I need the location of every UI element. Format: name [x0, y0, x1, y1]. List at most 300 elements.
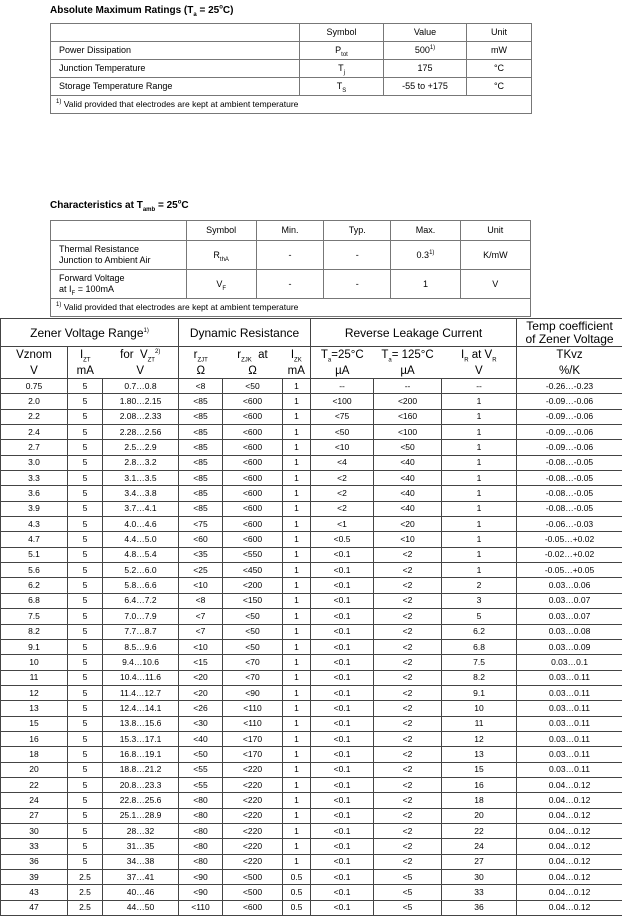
cell-izk: 1 [283, 793, 311, 808]
cell-vznom: 6.2 [1, 578, 68, 593]
cell-rzjk: <600 [223, 532, 283, 547]
cell-ir-25c: <0.1 [311, 747, 374, 762]
cell-ir-25c: <0.1 [311, 793, 374, 808]
cell-ir-125c: <20 [374, 517, 442, 532]
cell-izt: 5 [68, 777, 103, 792]
cell-tkvz: 0.04…0.12 [517, 808, 622, 823]
table-row: Thermal Resistance Junction to Ambient Air $R_{thA}$ - - 0.3$^{1)}$ K/mW [51, 241, 531, 270]
cell-ir-25c: <100 [311, 394, 374, 409]
cell-vznom: 0.75 [1, 379, 68, 394]
cell-ir-125c: <40 [374, 455, 442, 470]
abs-max-ratings-table [50, 23, 532, 114]
cell-rzjt: <80 [179, 839, 223, 854]
cell-tkvz: 0.04…0.12 [517, 793, 622, 808]
header-dynamic-resistance: Dynamic Resistance [179, 319, 311, 347]
cell-vzt-range: 3.4…3.8 [103, 486, 179, 501]
cell-tkvz: 0.04…0.12 [517, 823, 622, 838]
cell-ir-25c: <2 [311, 501, 374, 516]
cell-izt: 5 [68, 578, 103, 593]
cell-rzjk: <70 [223, 670, 283, 685]
cell-rzjk: <600 [223, 394, 283, 409]
cell-vr: 1 [442, 563, 517, 578]
cell-vznom: 11 [1, 670, 68, 685]
cell-izk: 1 [283, 624, 311, 639]
cell-izk: 0.5 [283, 885, 311, 900]
cell-tkvz: 0.03…0.11 [517, 762, 622, 777]
table-row [1, 854, 622, 869]
cell-ir-125c: <100 [374, 425, 442, 440]
cell-rzjt: <80 [179, 793, 223, 808]
header-max: Max. [391, 221, 460, 241]
cell-ir-125c: <2 [374, 624, 442, 639]
cell-vzt-range: 22.8…25.6 [103, 793, 179, 808]
cell-vr: 36 [442, 900, 517, 915]
cell-vznom: 3.3 [1, 471, 68, 486]
cell-rzjk: <600 [223, 409, 283, 424]
cell-rzjt: <30 [179, 716, 223, 731]
cell-izk: 1 [283, 762, 311, 777]
cell-ir-25c: <0.1 [311, 701, 374, 716]
cell-izk: 1 [283, 409, 311, 424]
cell-tkvz: -0.09…-0.06 [517, 425, 622, 440]
cell-rzjt: <90 [179, 885, 223, 900]
cell-vr: 20 [442, 808, 517, 823]
cell-tkvz: 0.03…0.06 [517, 578, 622, 593]
cell-izt: 5 [68, 639, 103, 654]
cell-rzjk: <220 [223, 777, 283, 792]
cell-vr: 1 [442, 547, 517, 562]
cell-vr: 9.1 [442, 685, 517, 700]
table-row [1, 762, 622, 777]
cell-izt: 5 [68, 501, 103, 516]
cell-ir-125c: <2 [374, 547, 442, 562]
cell-vznom: 39 [1, 870, 68, 885]
cell-ir-125c: <10 [374, 532, 442, 547]
cell-ir-25c: <0.1 [311, 777, 374, 792]
cell-vr: 1 [442, 394, 517, 409]
cell-vr: 1 [442, 409, 517, 424]
cell-rzjt: <85 [179, 471, 223, 486]
table-row [1, 624, 622, 639]
cell-rzjt: <20 [179, 685, 223, 700]
cell-vzt-range: 9.4…10.6 [103, 655, 179, 670]
header-symbol: Symbol [186, 221, 256, 241]
table-row [1, 501, 622, 516]
cell-ir-125c: <2 [374, 593, 442, 608]
cell-vr: 1 [442, 517, 517, 532]
cell-vzt-range: 3.1…3.5 [103, 471, 179, 486]
cell-rzjt: <10 [179, 578, 223, 593]
cell-ir-25c: <0.1 [311, 823, 374, 838]
cell-vznom: 3.0 [1, 455, 68, 470]
cell-rzjt: <55 [179, 762, 223, 777]
cell-ir-25c: <0.1 [311, 900, 374, 915]
cell-rzjt: <8 [179, 593, 223, 608]
cell-vr: 7.5 [442, 655, 517, 670]
cell-vznom: 33 [1, 839, 68, 854]
cell-vznom: 24 [1, 793, 68, 808]
cell-vzt-range: 5.8…6.6 [103, 578, 179, 593]
cell-rzjt: <85 [179, 425, 223, 440]
cell-ir-125c: <2 [374, 808, 442, 823]
cell-vznom: 13 [1, 701, 68, 716]
cell-ir-125c: <2 [374, 578, 442, 593]
cell-izk: 1 [283, 731, 311, 746]
cell-izt: 5 [68, 731, 103, 746]
footnote: $^{1)}$ Valid provided that electrodes are kept at ambient temperature [51, 96, 532, 114]
cell-vzt-range: 4.8…5.4 [103, 547, 179, 562]
cell-izt: 5 [68, 455, 103, 470]
cell-ir-125c: <2 [374, 793, 442, 808]
cell-rzjt: <85 [179, 440, 223, 455]
cell-vzt-range: 18.8…21.2 [103, 762, 179, 777]
cell-izt: 5 [68, 609, 103, 624]
cell-ir-25c: <0.1 [311, 685, 374, 700]
table-row [1, 716, 622, 731]
cell-vr: -- [442, 379, 517, 394]
cell-vr: 8.2 [442, 670, 517, 685]
cell-izt: 5 [68, 762, 103, 777]
cell-izt: 2.5 [68, 885, 103, 900]
cell-vznom: 18 [1, 747, 68, 762]
cell-vzt-range: 2.08…2.33 [103, 409, 179, 424]
cell-ir-125c: <2 [374, 563, 442, 578]
cell-rzjk: <550 [223, 547, 283, 562]
cell-vr: 10 [442, 701, 517, 716]
cell-rzjk: <500 [223, 885, 283, 900]
cell-ir-25c: <0.1 [311, 655, 374, 670]
cell-rzjk: <450 [223, 563, 283, 578]
cell-vr: 5 [442, 609, 517, 624]
cell-vr: 6.8 [442, 639, 517, 654]
cell-rzjt: <75 [179, 517, 223, 532]
cell-tkvz: 0.03…0.11 [517, 747, 622, 762]
cell-vznom: 43 [1, 885, 68, 900]
cell-ir-125c: <2 [374, 639, 442, 654]
cell-vznom: 2.4 [1, 425, 68, 440]
cell-rzjk: <50 [223, 639, 283, 654]
cell-ir-125c: <2 [374, 747, 442, 762]
cell-vr: 13 [442, 747, 517, 762]
cell-rzjk: <220 [223, 762, 283, 777]
table-row [1, 885, 622, 900]
table-row [1, 655, 622, 670]
cell-rzjt: <85 [179, 409, 223, 424]
table-row [1, 747, 622, 762]
table-row [1, 455, 622, 470]
cell-vznom: 9.1 [1, 639, 68, 654]
cell-tkvz: 0.03…0.11 [517, 685, 622, 700]
cell-ir-25c: <0.1 [311, 870, 374, 885]
table-row [1, 379, 622, 394]
cell-vr: 27 [442, 854, 517, 869]
cell-vznom: 7.5 [1, 609, 68, 624]
cell-vzt-range: 34…38 [103, 854, 179, 869]
cell-tkvz: 0.04…0.12 [517, 854, 622, 869]
cell-vznom: 27 [1, 808, 68, 823]
cell-rzjk: <600 [223, 455, 283, 470]
cell-rzjk: <600 [223, 471, 283, 486]
cell-tkvz: -0.09…-0.06 [517, 440, 622, 455]
header-temp-coefficient: Temp coefficient of Zener Voltage [517, 319, 622, 347]
cell-ir-125c: <200 [374, 394, 442, 409]
cell-ir-125c: <2 [374, 716, 442, 731]
header-zener-voltage-range: Zener Voltage Range$^{1)}$ [1, 319, 179, 347]
cell-izt: 5 [68, 670, 103, 685]
cell-vzt-range: 13.8…15.6 [103, 716, 179, 731]
cell-rzjk: <600 [223, 486, 283, 501]
table-row [1, 517, 622, 532]
table-row: Power Dissipation $P_{tot}$ 500$^{1)}$ mW [51, 42, 532, 60]
cell-rzjt: <8 [179, 379, 223, 394]
cell-vznom: 30 [1, 823, 68, 838]
cell-izt: 5 [68, 793, 103, 808]
cell-izt: 5 [68, 593, 103, 608]
cell-vzt-range: 2.8…3.2 [103, 455, 179, 470]
cell-ir-125c: <5 [374, 885, 442, 900]
cell-ir-25c: -- [311, 379, 374, 394]
header-value: Value [384, 24, 467, 42]
cell-izk: 1 [283, 823, 311, 838]
cell-vr: 24 [442, 839, 517, 854]
cell-vzt-range: 7.7…8.7 [103, 624, 179, 639]
header-symbol: Symbol [300, 24, 384, 42]
cell-vzt-range: 5.2…6.0 [103, 563, 179, 578]
cell-ir-125c: <50 [374, 440, 442, 455]
cell-vzt-range: 6.4…7.2 [103, 593, 179, 608]
cell-vzt-range: 8.5…9.6 [103, 639, 179, 654]
cell-izt: 5 [68, 547, 103, 562]
cell-izk: 1 [283, 517, 311, 532]
cell-vznom: 5.1 [1, 547, 68, 562]
cell-ir-125c: <5 [374, 870, 442, 885]
table-row [1, 409, 622, 424]
cell-izk: 1 [283, 747, 311, 762]
table-row [1, 394, 622, 409]
cell-ir-25c: <0.1 [311, 578, 374, 593]
cell-vzt-range: 25.1…28.9 [103, 808, 179, 823]
cell-izk: 1 [283, 593, 311, 608]
cell-vr: 3 [442, 593, 517, 608]
cell-izt: 5 [68, 716, 103, 731]
cell-rzjk: <220 [223, 793, 283, 808]
cell-ir-25c: <0.1 [311, 885, 374, 900]
header-min: Min. [256, 221, 323, 241]
cell-ir-125c: <2 [374, 701, 442, 716]
cell-vznom: 4.7 [1, 532, 68, 547]
cell-tkvz: 0.04…0.12 [517, 885, 622, 900]
cell-vznom: 10 [1, 655, 68, 670]
cell-vr: 12 [442, 731, 517, 746]
cell-ir-125c: <5 [374, 900, 442, 915]
cell-vznom: 12 [1, 685, 68, 700]
cell-vzt-range: 4.4…5.0 [103, 532, 179, 547]
cell-izk: 0.5 [283, 870, 311, 885]
cell-rzjt: <60 [179, 532, 223, 547]
cell-vznom: 4.3 [1, 517, 68, 532]
cell-tkvz: 0.03…0.07 [517, 609, 622, 624]
cell-tkvz: 0.03…0.11 [517, 701, 622, 716]
cell-vr: 16 [442, 777, 517, 792]
cell-tkvz: -0.26…-0.23 [517, 379, 622, 394]
cell-izk: 1 [283, 670, 311, 685]
cell-vr: 1 [442, 455, 517, 470]
header-unit: Unit [460, 221, 530, 241]
cell-vzt-range: 0.7…0.8 [103, 379, 179, 394]
characteristics-table [50, 220, 531, 317]
cell-ir-25c: <0.1 [311, 731, 374, 746]
table-row [1, 793, 622, 808]
cell-ir-25c: <50 [311, 425, 374, 440]
cell-ir-25c: <0.5 [311, 532, 374, 547]
cell-rzjt: <50 [179, 747, 223, 762]
cell-izk: 1 [283, 854, 311, 869]
cell-ir-125c: <2 [374, 670, 442, 685]
cell-vr: 1 [442, 440, 517, 455]
table-row [1, 731, 622, 746]
table-header-row [51, 221, 531, 241]
table-row [1, 870, 622, 885]
table-row [1, 701, 622, 716]
cell-izk: 1 [283, 777, 311, 792]
cell-vzt-range: 11.4…12.7 [103, 685, 179, 700]
cell-izt: 5 [68, 839, 103, 854]
cell-vzt-range: 15.3…17.1 [103, 731, 179, 746]
cell-rzjt: <110 [179, 900, 223, 915]
cell-tkvz: 0.03…0.07 [517, 593, 622, 608]
footnote-row [51, 96, 532, 114]
cell-tkvz: 0.04…0.12 [517, 870, 622, 885]
cell-ir-125c: <2 [374, 823, 442, 838]
cell-vr: 2 [442, 578, 517, 593]
cell-tkvz: 0.04…0.12 [517, 839, 622, 854]
cell-tkvz: 0.03…0.08 [517, 624, 622, 639]
cell-izt: 5 [68, 425, 103, 440]
cell-rzjt: <10 [179, 639, 223, 654]
cell-vznom: 2.7 [1, 440, 68, 455]
cell-ir-25c: <0.1 [311, 808, 374, 823]
cell-rzjt: <80 [179, 854, 223, 869]
cell-izk: 1 [283, 440, 311, 455]
table-row [1, 593, 622, 608]
cell-rzjk: <50 [223, 379, 283, 394]
cell-tkvz: 0.04…0.12 [517, 777, 622, 792]
header-reverse-leakage: Reverse Leakage Current [311, 319, 517, 347]
cell-vr: 11 [442, 716, 517, 731]
cell-ir-125c: <2 [374, 854, 442, 869]
cell-ir-25c: <0.1 [311, 547, 374, 562]
cell-izk: 1 [283, 455, 311, 470]
cell-rzjt: <80 [179, 808, 223, 823]
cell-rzjt: <55 [179, 777, 223, 792]
table-row [1, 839, 622, 854]
cell-rzjk: <600 [223, 900, 283, 915]
table-row [1, 670, 622, 685]
cell-ir-125c: <160 [374, 409, 442, 424]
cell-rzjk: <500 [223, 870, 283, 885]
cell-ir-25c: <0.1 [311, 839, 374, 854]
cell-vznom: 15 [1, 716, 68, 731]
cell-vznom: 3.6 [1, 486, 68, 501]
table-row [1, 808, 622, 823]
cell-izk: 1 [283, 655, 311, 670]
cell-vzt-range: 1.80…2.15 [103, 394, 179, 409]
cell-vzt-range: 37…41 [103, 870, 179, 885]
table-row [1, 639, 622, 654]
cell-vzt-range: 31…35 [103, 839, 179, 854]
cell-ir-25c: <2 [311, 486, 374, 501]
cell-izk: 1 [283, 701, 311, 716]
table-row [1, 440, 622, 455]
cell-rzjk: <170 [223, 747, 283, 762]
cell-ir-25c: <0.1 [311, 639, 374, 654]
cell-ir-125c: <40 [374, 486, 442, 501]
cell-vzt-range: 2.5…2.9 [103, 440, 179, 455]
cell-izt: 5 [68, 440, 103, 455]
table-row [1, 425, 622, 440]
cell-ir-125c: <2 [374, 777, 442, 792]
cell-ir-25c: <2 [311, 471, 374, 486]
cell-vr: 1 [442, 532, 517, 547]
cell-izt: 2.5 [68, 900, 103, 915]
cell-rzjt: <25 [179, 563, 223, 578]
cell-ir-25c: <0.1 [311, 716, 374, 731]
table-row [1, 685, 622, 700]
cell-rzjt: <85 [179, 486, 223, 501]
cell-vr: 6.2 [442, 624, 517, 639]
cell-vznom: 36 [1, 854, 68, 869]
cell-tkvz: -0.05…+0.05 [517, 563, 622, 578]
cell-izt: 5 [68, 655, 103, 670]
cell-rzjk: <600 [223, 440, 283, 455]
cell-tkvz: -0.02…+0.02 [517, 547, 622, 562]
cell-rzjk: <600 [223, 517, 283, 532]
table-header-row [51, 24, 532, 42]
cell-ir-25c: <0.1 [311, 624, 374, 639]
cell-izt: 5 [68, 394, 103, 409]
cell-izk: 0.5 [283, 900, 311, 915]
cell-vr: 33 [442, 885, 517, 900]
table-row: Storage Temperature Range $T_S$ -55 to +175 °C [51, 78, 532, 96]
cell-vzt-range: 16.8…19.1 [103, 747, 179, 762]
cell-ir-25c: <75 [311, 409, 374, 424]
cell-vznom: 2.2 [1, 409, 68, 424]
cell-vzt-range: 4.0…4.6 [103, 517, 179, 532]
cell-izt: 5 [68, 823, 103, 838]
cell-ir-25c: <0.1 [311, 563, 374, 578]
cell-ir-125c: <2 [374, 609, 442, 624]
cell-rzjt: <15 [179, 655, 223, 670]
cell-rzjk: <220 [223, 823, 283, 838]
cell-vzt-range: 20.8…23.3 [103, 777, 179, 792]
table-row [1, 609, 622, 624]
cell-rzjt: <40 [179, 731, 223, 746]
footnote-row [51, 299, 531, 317]
cell-tkvz: 0.03…0.1 [517, 655, 622, 670]
cell-tkvz: -0.09…-0.06 [517, 409, 622, 424]
cell-rzjk: <220 [223, 839, 283, 854]
cell-ir-125c: <2 [374, 731, 442, 746]
cell-ir-125c: -- [374, 379, 442, 394]
cell-vzt-range: 28…32 [103, 823, 179, 838]
table-row [1, 532, 622, 547]
cell-ir-25c: <0.1 [311, 762, 374, 777]
cell-vr: 22 [442, 823, 517, 838]
cell-vznom: 8.2 [1, 624, 68, 639]
cell-tkvz: -0.08…-0.05 [517, 455, 622, 470]
table-row [1, 471, 622, 486]
cell-ir-25c: <10 [311, 440, 374, 455]
